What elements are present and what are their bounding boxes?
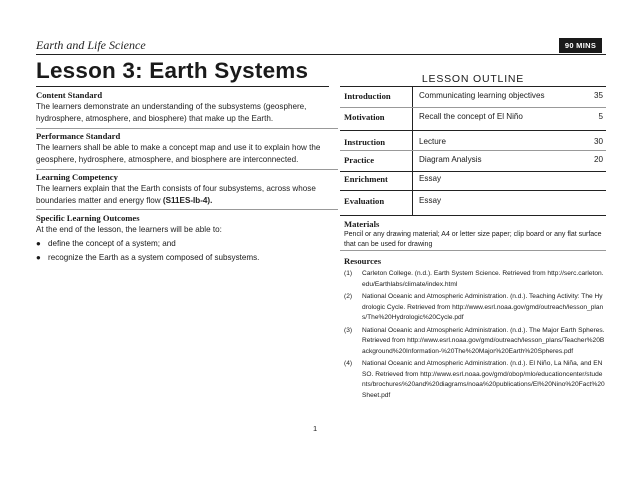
subject-name: Earth and Life Science <box>36 38 146 52</box>
outline-row-evaluation <box>340 192 606 212</box>
section-divider <box>36 128 338 129</box>
outline-minutes: 35 <box>593 91 603 100</box>
materials-heading: Materials <box>344 219 380 229</box>
outline-label: Introduction <box>344 91 391 101</box>
outline-label: Evaluation <box>344 196 385 206</box>
duration-badge: 90 MINS <box>559 38 602 53</box>
materials-divider <box>340 250 606 251</box>
outline-description: Recall the concept of El Niño <box>419 112 523 121</box>
outline-row-enrichment <box>340 170 606 190</box>
outline-description: Lecture <box>419 137 446 146</box>
resource-item <box>344 269 606 290</box>
lesson-outline-heading: LESSON OUTLINE <box>421 73 525 85</box>
resource-text: Carleton College. (n.d.). Earth System Science. Retrieved from http://serc.carleton.edu/Earthlabs/climate/index.html <box>362 270 604 288</box>
resource-item <box>344 359 606 401</box>
learning-competency-body <box>36 183 338 207</box>
performance-standard-section <box>36 131 338 166</box>
outline-label: Motivation <box>344 112 385 122</box>
outline-description: Essay <box>419 174 442 183</box>
outcome-text: define the concept of a system; and <box>48 239 176 248</box>
materials-section <box>344 219 606 250</box>
resource-text: National Oceanic and Atmospheric Administration. (n.d.). Teaching Activity: The Hydrologic Cycle. Retrieved from http://www.esrl.noaa.gov/gmd/outreach/lesson_plans/The%20Hydrologic%20Cycle.pdf <box>362 293 604 321</box>
outline-minutes: 20 <box>593 155 603 164</box>
specific-outcomes-heading: Specific Learning Outcomes <box>36 213 140 223</box>
outline-description: Diagram Analysis <box>419 155 482 164</box>
header-divider <box>36 54 606 55</box>
outline-minutes: 30 <box>593 137 603 146</box>
section-divider <box>36 209 338 210</box>
outline-label: Enrichment <box>344 174 388 184</box>
outline-bottom-rule <box>340 215 606 216</box>
resource-number: (2) <box>344 293 353 300</box>
outline-description: Communicating learning objectives <box>419 91 545 100</box>
competency-code: (S11ES-Ib-4). <box>162 196 213 205</box>
outline-row-practice <box>340 151 606 171</box>
title-divider <box>36 86 329 87</box>
bullet-dot-icon: ● <box>36 253 41 262</box>
content-standard-section <box>36 90 338 125</box>
learning-competency-heading: Learning Competency <box>36 172 118 182</box>
resource-text: National Oceanic and Atmospheric Administration. (n.d.). The Major Earth Spheres. Retrieved from http://www.esrl.noaa.gov/gmd/outreach/lesson_plans/Teacher%20Background%20Information-%20The%20Major%20Earth%20Spheres.pdf <box>362 326 605 355</box>
resources-section <box>344 256 606 401</box>
content-standard-heading: Content Standard <box>36 90 103 100</box>
learning-competency-section <box>36 172 338 207</box>
resource-item <box>344 292 606 324</box>
content-standard-body: The learners demonstrate an understanding of the subsystems (geosphere, hydrosphere, atmosphere, and biosphere) that make up the Earth. <box>36 102 307 123</box>
resource-number: (3) <box>344 326 353 334</box>
resources-heading: Resources <box>344 256 382 266</box>
outline-row-motivation <box>340 108 606 128</box>
outline-row-introduction <box>340 87 606 107</box>
materials-body: Pencil or any drawing material; A4 or letter size paper; clip board or any flat surface that can be used for drawing <box>344 231 602 248</box>
resource-text: National Oceanic and Atmospheric Administration. (n.d.). El Niño, La Niña, and ENSO. Retrieved from http://www.esrl.noaa.gov/gmd/obop/mlo/educationcenter/students/brochures%20and%20diagrams/noaa%20publications/El%20Nino%20Fact%20Sheet.pdf <box>362 360 605 399</box>
bullet-dot-icon: ● <box>36 239 41 248</box>
resource-number: (4) <box>344 360 353 367</box>
outcome-bullet <box>36 238 338 250</box>
outline-row-divider <box>340 190 606 191</box>
specific-outcomes-intro: At the end of the lesson, the learners will be able to: <box>36 225 222 234</box>
resource-item <box>344 326 606 358</box>
section-divider <box>36 169 338 170</box>
outline-label: Practice <box>344 155 375 165</box>
learning-competency-text: The learners explain that the Earth consists of four subsystems, across whose boundaries matter and energy flow <box>36 184 316 205</box>
specific-outcomes-section <box>36 213 338 264</box>
page-number: 1 <box>313 424 318 433</box>
outline-minutes: 5 <box>598 112 603 121</box>
outline-description: Essay <box>419 196 442 205</box>
outcome-text: recognize the Earth as a system composed of subsystems. <box>48 253 260 262</box>
outline-row-divider <box>340 130 606 131</box>
outcome-bullet <box>36 252 338 264</box>
outline-label: Instruction <box>344 137 386 147</box>
performance-standard-heading: Performance Standard <box>36 131 121 141</box>
resource-number: (1) <box>344 270 353 277</box>
lesson-title: Lesson 3: Earth Systems <box>36 58 309 83</box>
performance-standard-body: The learners shall be able to make a concept map and use it to explain how the geosphere, hydrosphere, atmosphere, and biosphere are interconnected. <box>36 143 321 164</box>
